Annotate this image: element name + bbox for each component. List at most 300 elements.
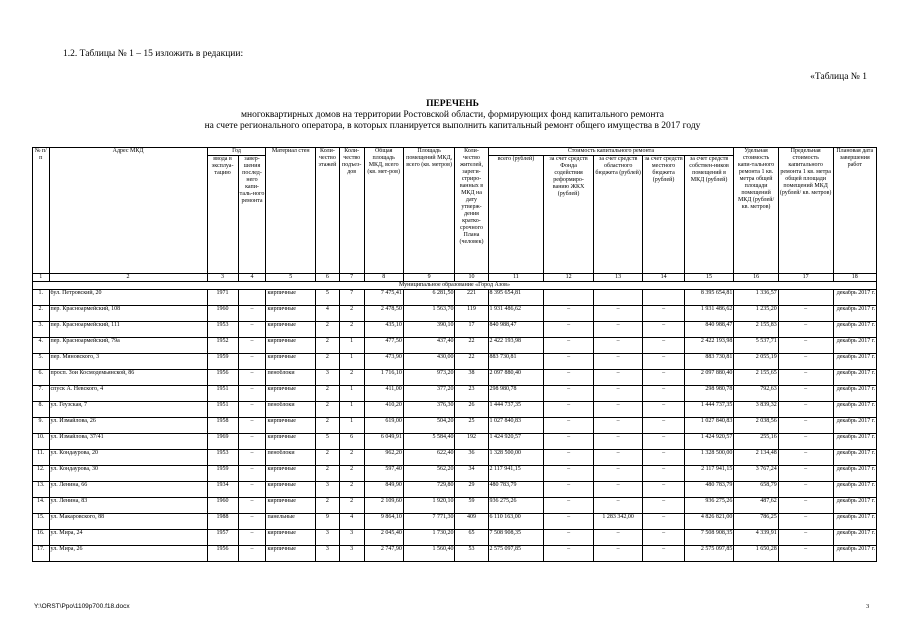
- wall-material-cell: кирпичные: [266, 546, 316, 562]
- address-cell: ул. Мира, 24: [49, 530, 207, 546]
- cost-fund-cell: –: [544, 370, 594, 386]
- entrances-cell: 3: [339, 546, 364, 562]
- address-cell: бул. Петровский, 20: [49, 290, 207, 306]
- planned-date-cell: декабрь 2017 г.: [833, 322, 877, 338]
- unit-cost-cell: 658,79: [734, 482, 778, 498]
- entrances-cell: 1: [339, 386, 364, 402]
- wall-material-cell: кирпичные: [266, 338, 316, 354]
- unit-cost-cell: 487,62: [734, 498, 778, 514]
- cost-fund-cell: –: [544, 386, 594, 402]
- table-row: [33, 498, 877, 514]
- floors-cell: 3: [316, 370, 340, 386]
- planned-date-cell: декабрь 2017 г.: [833, 466, 877, 482]
- year-last-repair-cell: [238, 290, 266, 306]
- year-last-repair-cell: –: [238, 546, 266, 562]
- cost-fund-cell: –: [544, 322, 594, 338]
- year-last-repair-cell: –: [238, 530, 266, 546]
- unit-cost-cell: 786,25: [734, 514, 778, 530]
- limit-cost-cell: –: [778, 402, 833, 418]
- area-premises-cell: 5 584,40: [403, 434, 455, 450]
- area-premises-cell: 973,20: [403, 370, 455, 386]
- cost-regional-cell: –: [593, 386, 643, 402]
- residents-cell: 22: [455, 354, 488, 370]
- row-number: 5.: [33, 354, 50, 370]
- header-year-last-repair: завер-шения послед-него капи-таль-ного ремонта: [238, 156, 266, 274]
- cost-owners-cell: 1 444 737,35: [684, 402, 734, 418]
- column-number-cell: 11: [488, 274, 544, 282]
- address-cell: спуск А. Невского, 4: [49, 386, 207, 402]
- intro-text: 1.2. Таблицы № 1 – 15 изложить в редакции:: [63, 49, 244, 59]
- page-number: 3: [866, 603, 870, 610]
- column-number-cell: 9: [403, 274, 455, 282]
- year-commission-cell: 1934: [207, 482, 238, 498]
- unit-cost-cell: 5 537,71: [734, 338, 778, 354]
- area-total-cell: 2 747,90: [364, 546, 403, 562]
- column-number-cell: 2: [49, 274, 207, 282]
- header-area-premises: Площадь помещений МКД, всего (кв. метров): [403, 148, 455, 274]
- title-line-1: ПЕРЕЧЕНЬ: [426, 99, 479, 109]
- row-number: 3.: [33, 322, 50, 338]
- year-last-repair-cell: –: [238, 514, 266, 530]
- planned-date-cell: декабрь 2017 г.: [833, 418, 877, 434]
- cost-local-cell: –: [643, 498, 684, 514]
- wall-material-cell: пеноблоки: [266, 402, 316, 418]
- table-row: [33, 338, 877, 354]
- cost-owners-cell: 2 117 941,15: [684, 466, 734, 482]
- header-year: Год: [207, 148, 266, 156]
- floors-cell: 2: [316, 402, 340, 418]
- year-last-repair-cell: –: [238, 498, 266, 514]
- column-number-cell: 12: [544, 274, 594, 282]
- cost-total-cell: 2 575 097,85: [488, 546, 544, 562]
- column-number-row: [33, 274, 877, 282]
- header-cost-local: за счет средств местного бюджета (рублей): [643, 156, 684, 274]
- year-commission-cell: 1960: [207, 498, 238, 514]
- area-premises-cell: 437,40: [403, 338, 455, 354]
- limit-cost-cell: –: [778, 482, 833, 498]
- floors-cell: 3: [316, 482, 340, 498]
- cost-total-cell: 298 980,78: [488, 386, 544, 402]
- cost-regional-cell: –: [593, 546, 643, 562]
- entrances-cell: 7: [339, 290, 364, 306]
- cost-owners-cell: 1 931 486,62: [684, 306, 734, 322]
- cost-owners-cell: 2 097 880,40: [684, 370, 734, 386]
- cost-total-cell: 1 424 920,57: [488, 434, 544, 450]
- wall-material-cell: пеноблоки: [266, 450, 316, 466]
- area-total-cell: 7 475,41: [364, 290, 403, 306]
- residents-cell: 59: [455, 498, 488, 514]
- table-row: [33, 370, 877, 386]
- floors-cell: 5: [316, 434, 340, 450]
- table-row: [33, 466, 877, 482]
- planned-date-cell: декабрь 2017 г.: [833, 338, 877, 354]
- area-total-cell: 597,40: [364, 466, 403, 482]
- cost-total-cell: 1 444 737,35: [488, 402, 544, 418]
- year-last-repair-cell: –: [238, 482, 266, 498]
- limit-cost-cell: –: [778, 530, 833, 546]
- table-row: [33, 546, 877, 562]
- header-cost-regional: за счет средств областного бюджета (рублей): [593, 156, 643, 274]
- row-number: 9.: [33, 418, 50, 434]
- cost-fund-cell: –: [544, 402, 594, 418]
- cost-regional-cell: –: [593, 306, 643, 322]
- floors-cell: 2: [316, 322, 340, 338]
- residents-cell: 192: [455, 434, 488, 450]
- year-commission-cell: 1959: [207, 466, 238, 482]
- column-number-cell: 17: [778, 274, 833, 282]
- cost-local-cell: –: [643, 482, 684, 498]
- area-premises-cell: 430,00: [403, 354, 455, 370]
- planned-date-cell: декабрь 2017 г.: [833, 530, 877, 546]
- column-number-cell: 5: [266, 274, 316, 282]
- row-number: 16.: [33, 530, 50, 546]
- year-commission-cell: 1959: [207, 354, 238, 370]
- header-cost-group: Стоимость капитального ремонта: [488, 148, 734, 156]
- year-commission-cell: 1951: [207, 386, 238, 402]
- cost-fund-cell: –: [544, 354, 594, 370]
- area-premises-cell: 390,10: [403, 322, 455, 338]
- table-row: [33, 482, 877, 498]
- entrances-cell: 6: [339, 434, 364, 450]
- table-row: [33, 402, 877, 418]
- limit-cost-cell: –: [778, 354, 833, 370]
- area-total-cell: 2 045,40: [364, 530, 403, 546]
- area-total-cell: 9 864,10: [364, 514, 403, 530]
- year-commission-cell: 1956: [207, 546, 238, 562]
- year-last-repair-cell: –: [238, 322, 266, 338]
- column-number-cell: 8: [364, 274, 403, 282]
- row-number: 12.: [33, 466, 50, 482]
- planned-date-cell: декабрь 2017 г.: [833, 434, 877, 450]
- area-total-cell: 619,00: [364, 418, 403, 434]
- cost-total-cell: 936 275,26: [488, 498, 544, 514]
- table-row: [33, 386, 877, 402]
- address-cell: пер. Мяновского, 3: [49, 354, 207, 370]
- cost-total-cell: 2 422 193,98: [488, 338, 544, 354]
- cost-regional-cell: –: [593, 354, 643, 370]
- year-last-repair-cell: –: [238, 434, 266, 450]
- entrances-cell: 4: [339, 514, 364, 530]
- area-total-cell: 849,90: [364, 482, 403, 498]
- cost-local-cell: [643, 290, 684, 306]
- area-total-cell: 477,50: [364, 338, 403, 354]
- row-number: 13.: [33, 482, 50, 498]
- area-premises-cell: 1 730,20: [403, 530, 455, 546]
- area-total-cell: 473,90: [364, 354, 403, 370]
- year-commission-cell: 1953: [207, 322, 238, 338]
- cost-fund-cell: [544, 290, 594, 306]
- column-number-cell: 18: [833, 274, 877, 282]
- limit-cost-cell: –: [778, 418, 833, 434]
- cost-owners-cell: 298 980,78: [684, 386, 734, 402]
- year-last-repair-cell: –: [238, 418, 266, 434]
- unit-cost-cell: 3 839,32: [734, 402, 778, 418]
- address-cell: пер. Красноармейский, 79а: [49, 338, 207, 354]
- area-premises-cell: 376,30: [403, 402, 455, 418]
- floors-cell: 5: [316, 290, 340, 306]
- year-commission-cell: 1971: [207, 290, 238, 306]
- cost-total-cell: 1 027 840,83: [488, 418, 544, 434]
- entrances-cell: 3: [339, 530, 364, 546]
- address-cell: ул. Ленина, 83: [49, 498, 207, 514]
- wall-material-cell: кирпичные: [266, 354, 316, 370]
- cost-local-cell: –: [643, 530, 684, 546]
- residents-cell: 34: [455, 466, 488, 482]
- cost-owners-cell: 936 275,26: [684, 498, 734, 514]
- cost-local-cell: –: [643, 402, 684, 418]
- planned-date-cell: декабрь 2017 г.: [833, 482, 877, 498]
- area-premises-cell: 562,20: [403, 466, 455, 482]
- cost-fund-cell: –: [544, 498, 594, 514]
- row-number: 8.: [33, 402, 50, 418]
- document-title: [0, 99, 905, 132]
- wall-material-cell: кирпичные: [266, 498, 316, 514]
- cost-local-cell: –: [643, 514, 684, 530]
- row-number: 11.: [33, 450, 50, 466]
- cost-local-cell: –: [643, 370, 684, 386]
- unit-cost-cell: 4 339,91: [734, 530, 778, 546]
- unit-cost-cell: 2 155,65: [734, 370, 778, 386]
- cost-total-cell: 8 395 654,81: [488, 290, 544, 306]
- header-cost-fund: за счет средств Фонда содействия реформиро-ванию ЖКХ (рублей): [544, 156, 594, 274]
- year-last-repair-cell: –: [238, 450, 266, 466]
- floors-cell: 3: [316, 530, 340, 546]
- column-number-cell: 7: [339, 274, 364, 282]
- floors-cell: 4: [316, 306, 340, 322]
- planned-date-cell: декабрь 2017 г.: [833, 290, 877, 306]
- cost-owners-cell: 1 027 840,83: [684, 418, 734, 434]
- row-number: 1.: [33, 290, 50, 306]
- cost-regional-cell: –: [593, 482, 643, 498]
- cost-local-cell: –: [643, 354, 684, 370]
- year-commission-cell: 1988: [207, 514, 238, 530]
- residents-cell: 119: [455, 306, 488, 322]
- area-premises-cell: 504,20: [403, 418, 455, 434]
- unit-cost-cell: 2 038,56: [734, 418, 778, 434]
- column-number-cell: 4: [238, 274, 266, 282]
- entrances-cell: 2: [339, 498, 364, 514]
- wall-material-cell: кирпичные: [266, 530, 316, 546]
- limit-cost-cell: –: [778, 466, 833, 482]
- residents-cell: 409: [455, 514, 488, 530]
- column-number-cell: 10: [455, 274, 488, 282]
- cost-fund-cell: –: [544, 482, 594, 498]
- area-premises-cell: 1 920,10: [403, 498, 455, 514]
- cost-local-cell: –: [643, 322, 684, 338]
- header-cost-owners: за счет средств собствен-ников помещений в МКД (рублей): [684, 156, 734, 274]
- year-commission-cell: 1957: [207, 530, 238, 546]
- table-row: [33, 418, 877, 434]
- table-row: [33, 306, 877, 322]
- year-commission-cell: 1951: [207, 402, 238, 418]
- year-commission-cell: 1969: [207, 434, 238, 450]
- repair-list-table: [32, 147, 877, 562]
- cost-regional-cell: [593, 290, 643, 306]
- limit-cost-cell: –: [778, 338, 833, 354]
- column-number-cell: 14: [643, 274, 684, 282]
- header-limit-cost: Предельная стоимость капитального ремонта 1 кв. метра общей площади помещений МКД (рублей/ кв. метров): [778, 148, 833, 274]
- header-cost-total: всего (рублей): [488, 156, 544, 274]
- floors-cell: 2: [316, 450, 340, 466]
- planned-date-cell: декабрь 2017 г.: [833, 370, 877, 386]
- cost-fund-cell: –: [544, 306, 594, 322]
- cost-regional-cell: –: [593, 450, 643, 466]
- planned-date-cell: декабрь 2017 г.: [833, 450, 877, 466]
- unit-cost-cell: 255,16: [734, 434, 778, 450]
- cost-total-cell: 7 508 908,35: [488, 530, 544, 546]
- table-row: [33, 354, 877, 370]
- row-number: 10.: [33, 434, 50, 450]
- header-unit-cost: Удельная стоимость капи-тального ремонта 1 кв. метра общей площади помещений МКД (рублей/ кв. метров): [734, 148, 778, 274]
- wall-material-cell: кирпичные: [266, 322, 316, 338]
- table-row: [33, 434, 877, 450]
- municipality-label: Муниципальное образование «Город Азов»: [33, 282, 877, 290]
- residents-cell: 221: [455, 290, 488, 306]
- cost-fund-cell: –: [544, 530, 594, 546]
- limit-cost-cell: –: [778, 306, 833, 322]
- cost-local-cell: –: [643, 450, 684, 466]
- wall-material-cell: кирпичные: [266, 418, 316, 434]
- cost-owners-cell: 840 988,47: [684, 322, 734, 338]
- cost-fund-cell: –: [544, 514, 594, 530]
- area-premises-cell: 377,20: [403, 386, 455, 402]
- cost-total-cell: 2 117 941,15: [488, 466, 544, 482]
- area-total-cell: 6 049,91: [364, 434, 403, 450]
- area-total-cell: 1 716,10: [364, 370, 403, 386]
- limit-cost-cell: [778, 290, 833, 306]
- area-premises-cell: 622,40: [403, 450, 455, 466]
- year-last-repair-cell: –: [238, 338, 266, 354]
- cost-regional-cell: –: [593, 370, 643, 386]
- column-number-cell: 13: [593, 274, 643, 282]
- limit-cost-cell: –: [778, 434, 833, 450]
- cost-fund-cell: –: [544, 466, 594, 482]
- column-number-cell: 3: [207, 274, 238, 282]
- address-cell: ул. Ленина, 66: [49, 482, 207, 498]
- entrances-cell: 2: [339, 450, 364, 466]
- floors-cell: 2: [316, 386, 340, 402]
- unit-cost-cell: 2 155,83: [734, 322, 778, 338]
- cost-fund-cell: –: [544, 450, 594, 466]
- address-cell: ул. Геузская, 7: [49, 402, 207, 418]
- cost-regional-cell: –: [593, 498, 643, 514]
- address-cell: ул. Измайлова, 26: [49, 418, 207, 434]
- title-line-3: на счете регионального оператора, в которых планируется выполнить капитальный ремонт общего имущества в 2017 году: [204, 121, 701, 131]
- unit-cost-cell: 1 336,57: [734, 290, 778, 306]
- cost-regional-cell: 1 283 342,00: [593, 514, 643, 530]
- year-commission-cell: 1953: [207, 450, 238, 466]
- cost-owners-cell: 1 424 920,57: [684, 434, 734, 450]
- planned-date-cell: декабрь 2017 г.: [833, 386, 877, 402]
- residents-cell: 25: [455, 418, 488, 434]
- address-cell: ул. Мира, 26: [49, 546, 207, 562]
- cost-local-cell: –: [643, 418, 684, 434]
- cost-owners-cell: 4 826 821,00: [684, 514, 734, 530]
- floors-cell: 2: [316, 338, 340, 354]
- wall-material-cell: кирпичные: [266, 386, 316, 402]
- entrances-cell: 2: [339, 306, 364, 322]
- cost-total-cell: 883 730,81: [488, 354, 544, 370]
- cost-total-cell: 2 097 880,40: [488, 370, 544, 386]
- wall-material-cell: кирпичные: [266, 306, 316, 322]
- cost-owners-cell: 7 508 908,35: [684, 530, 734, 546]
- row-number: 6.: [33, 370, 50, 386]
- address-cell: ул. Кондаурова, 30: [49, 466, 207, 482]
- title-line-2: многоквартирных домов на территории Ростовской области, формирующих фонд капитального ремонта: [241, 110, 664, 120]
- planned-date-cell: декабрь 2017 г.: [833, 306, 877, 322]
- cost-regional-cell: –: [593, 402, 643, 418]
- unit-cost-cell: 2 055,19: [734, 354, 778, 370]
- cost-owners-cell: 480 783,79: [684, 482, 734, 498]
- header-residents: Коли-чество жителей, зареги-стриро-ванных в МКД на дату утверж-дения кратко-срочного Плана (человек): [455, 148, 488, 274]
- header-wall: Материал стен: [266, 148, 316, 274]
- cost-local-cell: –: [643, 386, 684, 402]
- cost-regional-cell: –: [593, 418, 643, 434]
- cost-fund-cell: –: [544, 546, 594, 562]
- entrances-cell: 2: [339, 370, 364, 386]
- unit-cost-cell: 1 650,28: [734, 546, 778, 562]
- limit-cost-cell: –: [778, 370, 833, 386]
- header-entrances: Коли-чество подъез-дов: [339, 148, 364, 274]
- cost-local-cell: –: [643, 306, 684, 322]
- table-row: [33, 290, 877, 306]
- entrances-cell: 2: [339, 466, 364, 482]
- header-year-commission: ввода в эксплуа-тацию: [207, 156, 238, 274]
- planned-date-cell: декабрь 2017 г.: [833, 402, 877, 418]
- area-total-cell: 962,20: [364, 450, 403, 466]
- entrances-cell: 2: [339, 322, 364, 338]
- area-premises-cell: 1 563,70: [403, 306, 455, 322]
- cost-total-cell: 6 110 163,00: [488, 514, 544, 530]
- residents-cell: 29: [455, 482, 488, 498]
- address-cell: ул. Кондаурова, 20: [49, 450, 207, 466]
- floors-cell: 2: [316, 418, 340, 434]
- header-row-1: [33, 148, 877, 156]
- entrances-cell: 1: [339, 418, 364, 434]
- residents-cell: 17: [455, 322, 488, 338]
- unit-cost-cell: 1 235,20: [734, 306, 778, 322]
- municipality-row: [33, 282, 877, 290]
- row-number: 7.: [33, 386, 50, 402]
- cost-regional-cell: –: [593, 466, 643, 482]
- cost-regional-cell: –: [593, 434, 643, 450]
- column-number-cell: 6: [316, 274, 340, 282]
- area-premises-cell: 6 281,50: [403, 290, 455, 306]
- entrances-cell: 1: [339, 402, 364, 418]
- wall-material-cell: пеноблоки: [266, 370, 316, 386]
- entrances-cell: 2: [339, 482, 364, 498]
- row-number: 4.: [33, 338, 50, 354]
- year-last-repair-cell: –: [238, 386, 266, 402]
- residents-cell: 36: [455, 450, 488, 466]
- entrances-cell: 1: [339, 338, 364, 354]
- year-last-repair-cell: –: [238, 354, 266, 370]
- cost-owners-cell: 883 730,81: [684, 354, 734, 370]
- column-number-cell: 1: [33, 274, 50, 282]
- unit-cost-cell: 792,63: [734, 386, 778, 402]
- residents-cell: 53: [455, 546, 488, 562]
- table-row: [33, 322, 877, 338]
- residents-cell: 65: [455, 530, 488, 546]
- address-cell: пер. Красноармейский, 111: [49, 322, 207, 338]
- cost-owners-cell: 8 395 654,81: [684, 290, 734, 306]
- area-total-cell: 411,00: [364, 386, 403, 402]
- year-last-repair-cell: –: [238, 466, 266, 482]
- address-cell: пер. Красноармейский, 108: [49, 306, 207, 322]
- planned-date-cell: декабрь 2017 г.: [833, 546, 877, 562]
- column-number-cell: 16: [734, 274, 778, 282]
- table-row: [33, 450, 877, 466]
